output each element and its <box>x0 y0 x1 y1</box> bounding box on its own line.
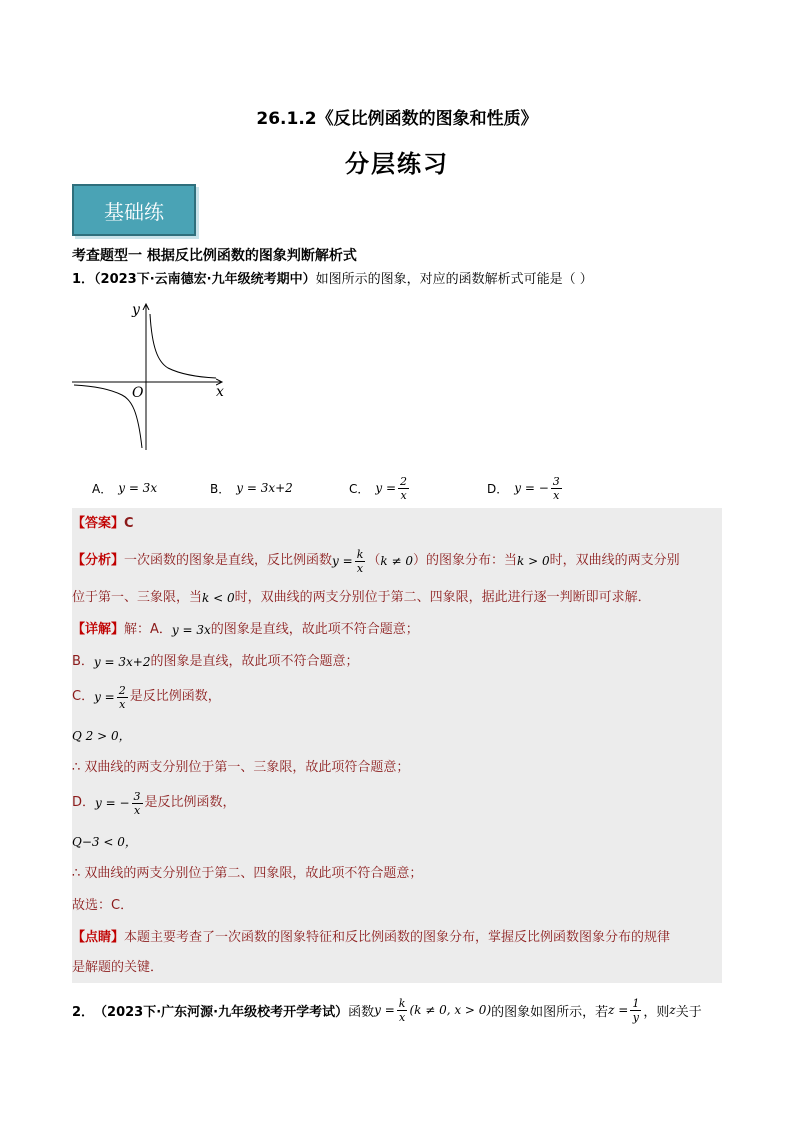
detail-line-a: 【详解】 解：A． y = 3x 的图象是直线，故此项不符合题意； <box>72 622 419 637</box>
answer-line: 【答案】 C <box>72 516 134 531</box>
detail-line-c-because: Q 2 > 0， <box>72 729 131 743</box>
level-badge: 基础练 <box>72 184 196 236</box>
comment-line-1: 【点睛】 本题主要考查了一次函数的图象特征和反比例函数的图象分布，掌握反比例函数图象分布的规律 <box>72 930 671 945</box>
detail-line-d-therefore: ∴ 双曲线的两支分别位于第二、四象限，故此项不符合题意； <box>72 866 423 881</box>
x-axis-label: x <box>216 384 224 400</box>
detail-line-d: D． y = − $\frac{3}{x}$ 是反比例函数， <box>72 789 236 817</box>
question-source: （2023下·广东河源·九年级校考开学考试） <box>94 1004 349 1020</box>
section-heading: 考查题型一 根据反比例函数的图象判断解析式 <box>72 248 357 264</box>
question-source: （2023下·云南德宏·九年级统考期中） <box>94 272 316 287</box>
y-axis-label: y <box>132 302 140 318</box>
question-1 <box>72 270 722 290</box>
origin-label: O <box>132 385 144 401</box>
detail-line-c-therefore: ∴ 双曲线的两支分别位于第一、三象限，故此项符合题意； <box>72 760 410 775</box>
question-number: 2． <box>72 1004 95 1020</box>
options-row <box>92 470 652 506</box>
option-d[interactable]: D． y = − $\frac{3}{x}$ <box>487 474 560 502</box>
question-number: 1． <box>72 272 95 287</box>
question-2: 2． （2023下·广东河源·九年级校考开学考试） 函数 y = $\frac{k}{x}$ (k ≠ 0, x > 0) 的图象如图所示，若 z = $\frac{1}{y}$ ，则 z 关于 <box>72 996 702 1024</box>
answer-block <box>72 508 722 983</box>
analysis-line-1: 【分析】 一次函数的图象是直线，反比例函数 y = $\frac{k}{x}$ （ k ≠ 0 ）的图象分布：当 k > 0 时，双曲线的两支分别 <box>72 547 680 575</box>
page-subtitle: 分层练习 <box>345 150 449 178</box>
option-b[interactable]: B． y = 3x+2 <box>210 481 293 496</box>
analysis-line-2: 位于第一、三象限，当 k < 0 时，双曲线的两支分别位于第二、四象限，据此进行逐一判断即可求解． <box>72 590 651 605</box>
detail-line-b: B． y = 3x+2 的图象是直线，故此项不符合题意； <box>72 654 359 669</box>
choose-line: 故选：C． <box>72 898 134 913</box>
option-a[interactable]: A． y = 3x <box>92 481 158 496</box>
hyperbola-graph <box>70 300 230 455</box>
comment-line-2: 是解题的关键． <box>72 960 164 975</box>
option-c[interactable]: C． y = $\frac{2}{x}$ <box>349 474 408 502</box>
detail-line-d-because: Q−3 < 0， <box>72 835 137 849</box>
branch-first-quadrant <box>150 314 216 378</box>
page-title: 26.1.2《反比例函数的图象和性质》 <box>256 109 538 129</box>
question-text: 如图所示的图象，对应的函数解析式可能是（ ） <box>315 272 593 287</box>
detail-line-c: C． y = $\frac{2}{x}$ 是反比例函数， <box>72 683 221 711</box>
